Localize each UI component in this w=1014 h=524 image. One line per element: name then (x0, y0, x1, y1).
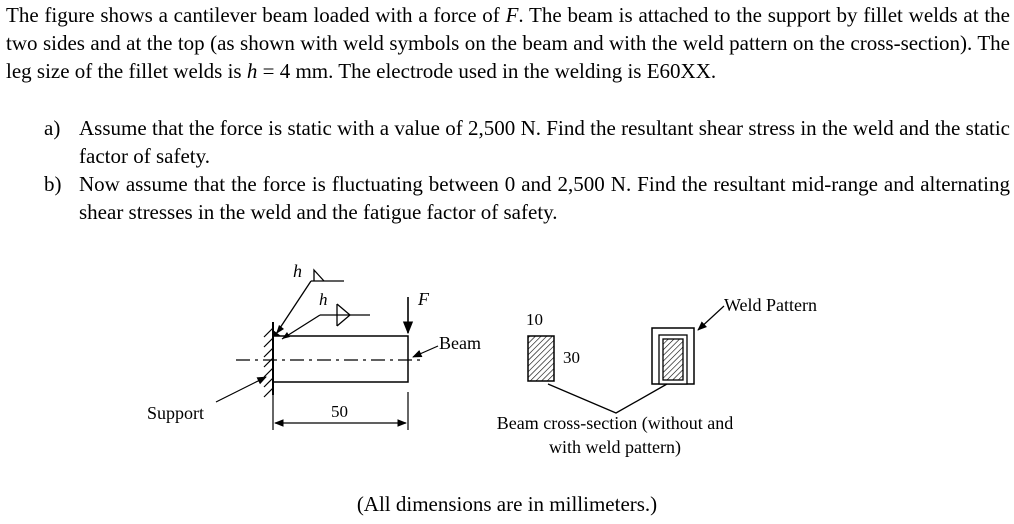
part-a-text: Assume that the force is static with a value of 2,500 N. Find the resultant shear stress in the weld and the static factor of safety. (79, 116, 1010, 168)
caption-leaders (548, 384, 667, 413)
weld-symbol-outer (276, 270, 344, 334)
intro-part-3: = 4 mm. The electrode used in the welding is E60XX. (257, 59, 717, 83)
weld-pattern-leader (698, 306, 724, 330)
cross-section-caption-2: with weld pattern) (549, 437, 681, 457)
cross-section-caption-1: Beam cross-section (without and (496, 413, 734, 433)
intro-part-2: . The beam is attached to the support by fillet welds at the two sides and at the top (as shown with weld symbols on the beam and with the weld pattern on the cross-section). The leg size of the fillet welds is (6, 3, 1010, 83)
intro-part-1: The figure shows a cantilever beam loaded with a force of (6, 3, 506, 27)
width-label: 10 (526, 310, 543, 329)
h-label-inner: h (319, 290, 328, 309)
cross-section-plain (528, 336, 554, 381)
force-label: F (418, 289, 429, 309)
weld-pattern-label: Weld Pattern (724, 295, 818, 315)
part-b-label: b) (44, 172, 62, 196)
leg-size-symbol: h (246, 59, 258, 83)
beam-label: Beam (439, 333, 481, 353)
force-symbol: F (505, 3, 519, 27)
beam-body (273, 336, 408, 382)
units-note: (All dimensions are in millimeters.) (356, 492, 658, 516)
height-label: 30 (563, 348, 580, 367)
part-b-text: Now assume that the force is fluctuating between 0 and 2,500 N. Find the resultant mid-range and alternating shear stresses in the weld and the fatigue factor of safety. (79, 172, 1010, 224)
cross-section-welded (652, 328, 694, 384)
part-a-label: a) (44, 116, 61, 140)
weld-symbol-inner (282, 304, 370, 339)
support-label: Support (147, 403, 205, 423)
length-label: 50 (331, 402, 348, 421)
support-leader (216, 377, 266, 402)
h-label-top: h (293, 261, 302, 281)
beam-leader (413, 346, 438, 357)
